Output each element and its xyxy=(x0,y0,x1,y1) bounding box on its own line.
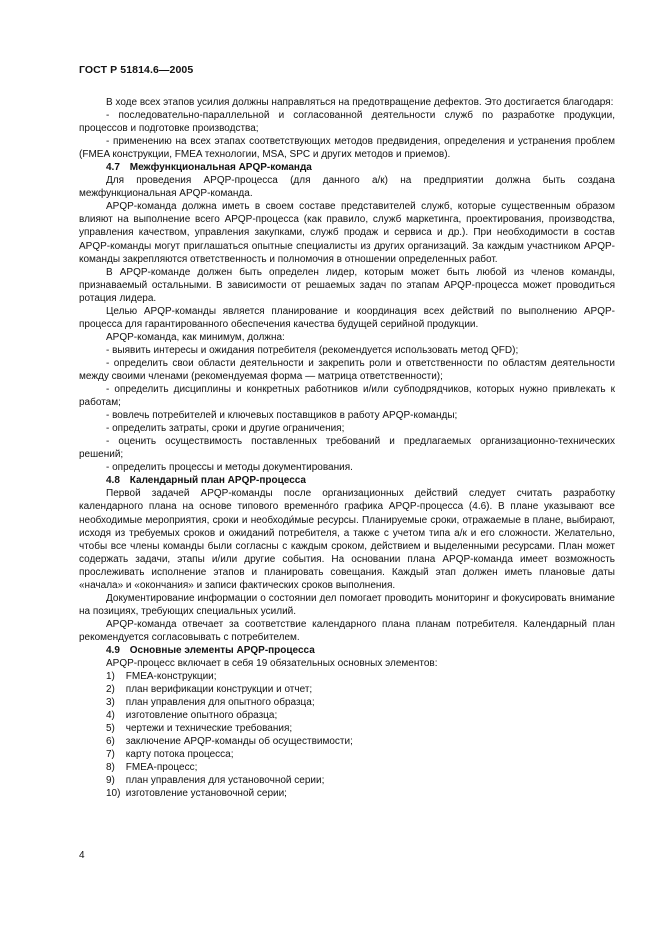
list-item: - определить дисциплины и конкретных работников и/или субподрядчиков, которых нужно привлекать к работам; xyxy=(79,384,615,409)
list-item xyxy=(79,696,615,709)
list-item xyxy=(79,735,615,748)
paragraph: В APQP-команде должен быть определен лидер, которым может быть любой из членов команды, признаваемый остальными. В зависимости от решаемых задач по этапам APQP-процесса может проводиться ротация лидера. xyxy=(79,266,615,304)
paragraph: Первой задачей APQP-команды после организационных действий следует считать разработку календарного плана на основе типового временно́го графика APQP-процесса (4.6). В плане указывают все необходимые мероприятия, сроки и необходи́мые ресурсы. Планируемые сроки, отражаемые в плане, выбирают, исходя из требуемых сроков и ожиданий потребителя, а также с учетом типа а/к и его сложности. Желательно, чтобы все члены команды были согласны с каждым сроком, действием и выделенными ресурсами. План может содержать задачи, этапы и/или другие события. На основании плана APQP-команда имеет возможность прослеживать исполнение этапов и планировать совещания. Каждый этап должен иметь плановые даты «начала» и «окончания» и записи фактических сроков выполнения. xyxy=(79,488,615,591)
item-number: 3) xyxy=(106,697,115,709)
list-item: - вовлечь потребителей и ключевых поставщиков в работу APQP-команды; xyxy=(106,410,458,422)
item-number: 7) xyxy=(106,749,115,761)
list-item xyxy=(79,683,615,696)
paragraph: APQP-команда должна иметь в своем составе представителей служб, которые существенным образом влияют на выполнение всего APQP-процесса (как правило, служб маркетинга, проектирования, производства, управления качеством, управления закупками, служб продаж и сервиса и др.). При необходимости в состав APQP-команды могут приглашаться опытные специалисты из других организаций. За каждым участником APQP-команды закрепляются ответственность и полномочия в отношении определенных работ. xyxy=(79,201,615,265)
list-item xyxy=(79,774,615,787)
paragraph: APQP-команда, как минимум, должна: xyxy=(106,331,285,343)
item-text: чертежи и технические требования; xyxy=(125,723,293,735)
item-number: 9) xyxy=(106,775,115,787)
item-text: изготовление опытного образца; xyxy=(125,710,278,722)
section-heading-4-9 xyxy=(79,644,615,657)
section-number: 4.7 xyxy=(106,162,120,174)
section-title: Календарный план APQP-процесса xyxy=(129,475,306,487)
list-item: - выявить интересы и ожидания потребителя (рекомендуется использовать метод QFD); xyxy=(106,344,519,356)
item-text: план управления для установочной серии; xyxy=(125,775,325,787)
element-list xyxy=(79,670,615,800)
item-text: FMEA-конструкции; xyxy=(125,671,217,683)
item-text: карту потока процесса; xyxy=(125,749,234,761)
list-item xyxy=(79,787,615,800)
document-body xyxy=(79,96,615,801)
item-number: 8) xyxy=(106,762,115,774)
section-title: Межфункциональная APQP-команда xyxy=(129,162,312,174)
list-item: - определить затраты, сроки и другие ограничения; xyxy=(106,423,345,435)
paragraph: APQP-команда отвечает за соответствие календарного плана планам потребителя. Календарный план рекомендуется согласовывать с потребителем. xyxy=(79,618,615,643)
paragraph: APQP-процесс включает в себя 19 обязательных основных элементов: xyxy=(106,658,438,670)
list-item xyxy=(79,670,615,683)
section-heading-4-7 xyxy=(79,161,615,174)
item-text: план управления для опытного образца; xyxy=(125,697,315,709)
section-number: 4.8 xyxy=(106,475,120,487)
item-number: 1) xyxy=(106,671,115,683)
item-text: FMEA-процесс; xyxy=(125,762,198,774)
section-number: 4.9 xyxy=(106,644,120,656)
paragraph: - применению на всех этапах соответствующих методов предвидения, определения и устранения проблем (FMEA конструкции, FMEA технологии, MSA, SPC и других методов и приемов). xyxy=(79,136,615,161)
list-item xyxy=(79,748,615,761)
item-number: 2) xyxy=(106,684,115,696)
list-item xyxy=(79,709,615,722)
item-number: 5) xyxy=(106,723,115,735)
item-text: план верификации конструкции и отчет; xyxy=(125,684,313,696)
paragraph: Документирование информации о состоянии дел помогает проводить мониторинг и фокусировать внимание на позициях, требующих специальных усилий. xyxy=(79,592,615,617)
item-number: 4) xyxy=(106,710,115,722)
item-text: изготовление установочной серии; xyxy=(125,788,287,800)
standard-header: ГОСТ Р 51814.6—2005 xyxy=(79,64,194,76)
list-item: - оценить осуществимость поставленных требований и предлагаемых организационно-технических решений; xyxy=(79,436,615,461)
list-item: - определить процессы и методы документирования. xyxy=(106,462,353,474)
item-number: 10) xyxy=(106,788,121,800)
item-number: 6) xyxy=(106,736,115,748)
page-number: 4 xyxy=(79,850,85,861)
section-title: Основные элементы APQP-процесса xyxy=(129,644,315,656)
item-text: заключение APQP-команды об осуществимости; xyxy=(125,736,353,748)
paragraph: В ходе всех этапов усилия должны направляться на предотвращение дефектов. Это достигается благодаря: xyxy=(106,97,614,108)
paragraph: Целью APQP-команды является планирование и координация всех действий по выполнению APQP-процесса для гарантированного обеспечения качества будущей серийной продукции. xyxy=(79,305,615,330)
list-item xyxy=(79,722,615,735)
paragraph: - последовательно-параллельной и согласованной деятельности служб по разработке продукции, процессов и подготовке производства; xyxy=(79,110,615,135)
list-item xyxy=(79,761,615,774)
list-item: - определить свои области деятельности и закрепить роли и ответственности по областям деятельности между своими членами (рекомендуемая форма — матрица ответственности); xyxy=(79,357,615,382)
paragraph: Для проведения APQP-процесса (для данного а/к) на предприятии должна быть создана межфункциональная APQP-команда. xyxy=(79,175,615,200)
section-heading-4-8 xyxy=(79,474,615,487)
